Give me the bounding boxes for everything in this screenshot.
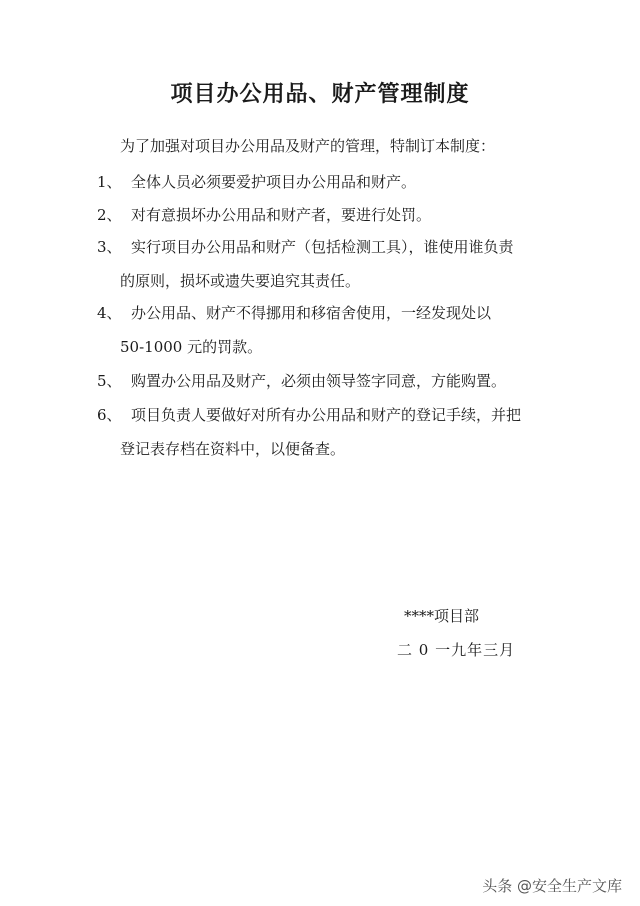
item-text: 项目负责人要做好对所有办公用品和财产的登记手续，并把 <box>131 406 522 424</box>
item-number: 1、 <box>97 173 122 191</box>
item-text-continued: 登记表存档在资料中，以便备查。 <box>120 440 346 458</box>
item-number: 3、 <box>97 238 122 256</box>
item-text: 全体人员必须要爱护项目办公用品和财产。 <box>131 173 417 191</box>
item-text-continued: 的原则，损坏或遗失要追究其责任。 <box>120 272 361 290</box>
item-text: 对有意损坏办公用品和财产者，要进行处罚。 <box>131 206 432 224</box>
item-text: 办公用品、财产不得挪用和移宿舍使用，一经发现处以 <box>131 304 492 322</box>
item-text: 购置办公用品及财产，必须由领导签字同意，方能购置。 <box>131 372 507 390</box>
signature-department: ****项目部 <box>404 607 480 625</box>
intro-paragraph: 为了加强对项目办公用品及财产的管理，特制订本制度： <box>120 137 496 155</box>
signature-date: 二 0 一九年三月 <box>397 641 516 659</box>
document-title: 项目办公用品、财产管理制度 <box>170 82 470 107</box>
item-number: 4、 <box>97 304 122 322</box>
item-text: 实行项目办公用品和财产（包括检测工具），谁使用谁负责 <box>131 238 514 256</box>
watermark-text: 头条 @安全生产文库 <box>482 877 622 895</box>
item-number: 6、 <box>97 406 122 424</box>
item-text-continued: 50-1000 元的罚款。 <box>120 338 263 356</box>
item-number: 2、 <box>97 206 122 224</box>
item-number: 5、 <box>97 372 122 390</box>
